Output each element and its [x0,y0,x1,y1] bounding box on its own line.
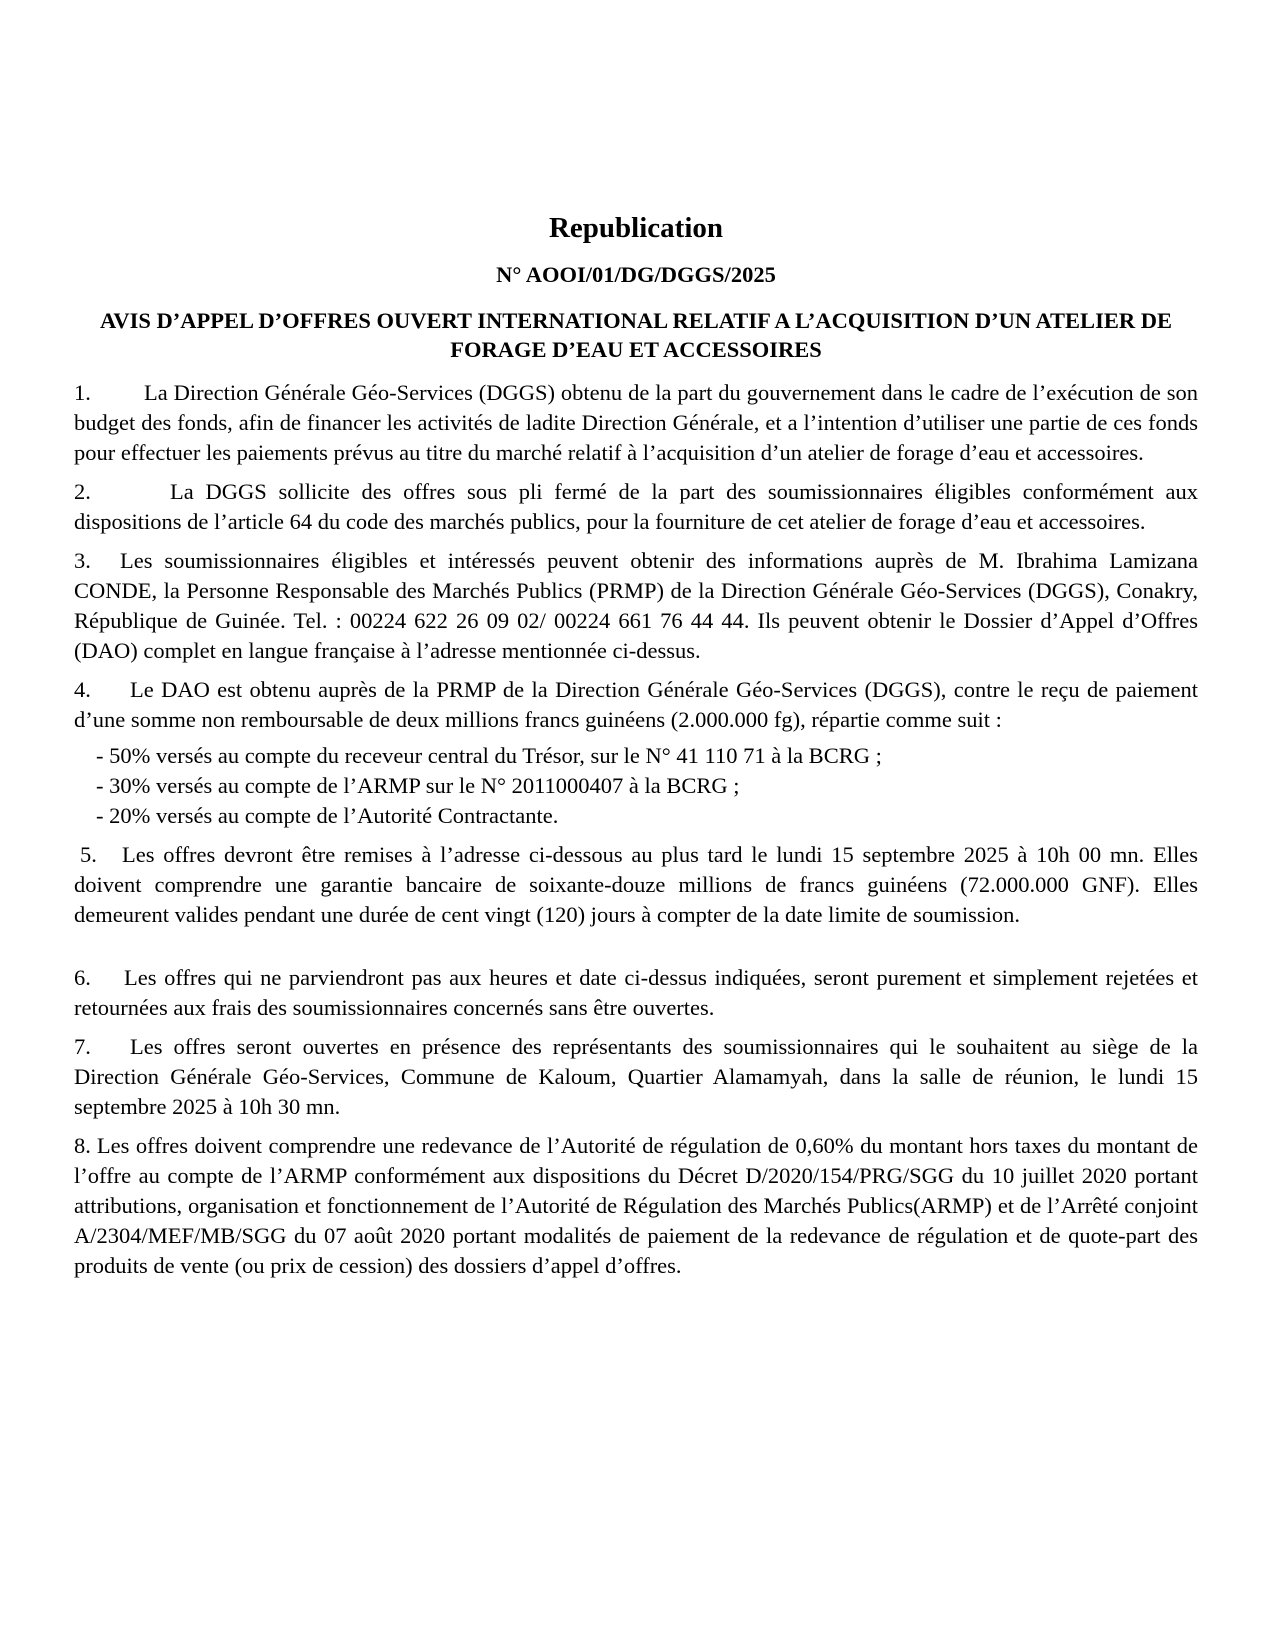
paragraph-number: 6. [74,965,91,990]
paragraph-1 [74,378,1198,468]
reference-number: N° AOOI/01/DG/DGGS/2025 [496,262,776,287]
paragraph-number: 3. [74,548,91,573]
paragraph-number: 5. [80,842,97,867]
paragraph-5 [74,840,1198,930]
paragraph-3 [74,546,1198,666]
paragraph-2 [74,477,1198,537]
paragraph-number: 4. [74,677,91,702]
paragraph-text: Les offres devront être remises à l’adresse ci-dessous au plus tard le lundi 15 septembre 2025 à 10h 00 mn. Elles doivent comprendre une garantie bancaire de soixante-douze millions de francs guinéens (72.000.000 GNF). Elles demeurent valides pendant une durée de cent vingt (120) jours à compter de la date limite de soumission. [74,842,1198,927]
allocation-item: - 20% versés au compte de l’Autorité Contractante. [96,803,559,828]
paragraph-text: Les offres seront ouvertes en présence des représentants des soumissionnaires qui le souhaitent au siège de la Direction Générale Géo-Services, Commune de Kaloum, Quartier Alamamyah, dans la salle de réunion, le lundi 15 septembre 2025 à 10h 30 mn. [74,1034,1198,1119]
paragraph-text: La Direction Générale Géo-Services (DGGS) obtenu de la part du gouvernement dans le cadre de l’exécution de son budget des fonds, afin de financer les activités de ladite Direction Générale, et a l’intention d’utiliser une partie de ces fonds pour effectuer les paiements prévus au titre du marché relatif à l’acquisition d’un atelier de forage d’eau et accessoires. [74,380,1198,465]
notice-heading: AVIS D’APPEL D’OFFRES OUVERT INTERNATIONAL RELATIF A L’ACQUISITION D’UN ATELIER DE FORAGE D’EAU ET ACCESSOIRES [100,308,1172,362]
allocation-item: - 50% versés au compte du receveur central du Trésor, sur le N° 41 110 71 à la BCRG ; [96,743,882,768]
paragraph-number: 8. [74,1133,91,1158]
paragraph-4 [74,675,1198,735]
paragraph-8 [74,1131,1198,1281]
paragraph-text: La DGGS sollicite des offres sous pli fermé de la part des soumissionnaires éligibles conformément aux dispositions de l’article 64 du code des marchés publics, pour la fourniture de cet atelier de forage d’eau et accessoires. [74,479,1198,534]
paragraph-text: Les soumissionnaires éligibles et intéressés peuvent obtenir des informations auprès de M. Ibrahima Lamizana CONDE, la Personne Responsable des Marchés Publics (PRMP) de la Direction Générale Géo-Services (DGGS), Conakry, République de Guinée. Tel. : 00224 622 26 09 02/ 00224 661 76 44 44. Ils peuvent obtenir le Dossier d’Appel d’Offres (DAO) complet en langue française à l’adresse mentionnée ci-dessus. [74,548,1198,663]
paragraph-number: 7. [74,1034,91,1059]
document-page [74,210,1198,1290]
paragraph-text: Les offres doivent comprendre une redevance de l’Autorité de régulation de 0,60% du montant hors taxes du montant de l’offre au compte de l’ARMP conformément aux dispositions du Décret D/2020/154/PRG/SGG du 10 juillet 2020 portant attributions, organisation et fonctionnement de l’Autorité de Régulation des Marchés Publics(ARMP) et de l’Arrêté conjoint A/2304/MEF/MB/SGG du 07 août 2020 portant modalités de paiement de la redevance de régulation et de quote-part des produits de vente (ou prix de cession) des dossiers d’appel d’offres. [74,1133,1198,1278]
paragraph-number: 2. [74,479,91,504]
paragraph-number: 1. [74,380,91,405]
allocation-item: - 30% versés au compte de l’ARMP sur le N° 2011000407 à la BCRG ; [96,773,740,798]
paragraph-text: Les offres qui ne parviendront pas aux heures et date ci-dessus indiquées, seront purement et simplement rejetées et retournées aux frais des soumissionnaires concernés sans être ouvertes. [74,965,1198,1020]
paragraph-7 [74,1032,1198,1122]
paragraph-6 [74,963,1198,1023]
payment-allocation-list [96,741,1198,831]
paragraph-text: Le DAO est obtenu auprès de la PRMP de la Direction Générale Géo-Services (DGGS), contre le reçu de paiement d’une somme non remboursable de deux millions francs guinéens (2.000.000 fg), répartie comme suit : [74,677,1198,732]
document-title: Republication [548,212,724,244]
